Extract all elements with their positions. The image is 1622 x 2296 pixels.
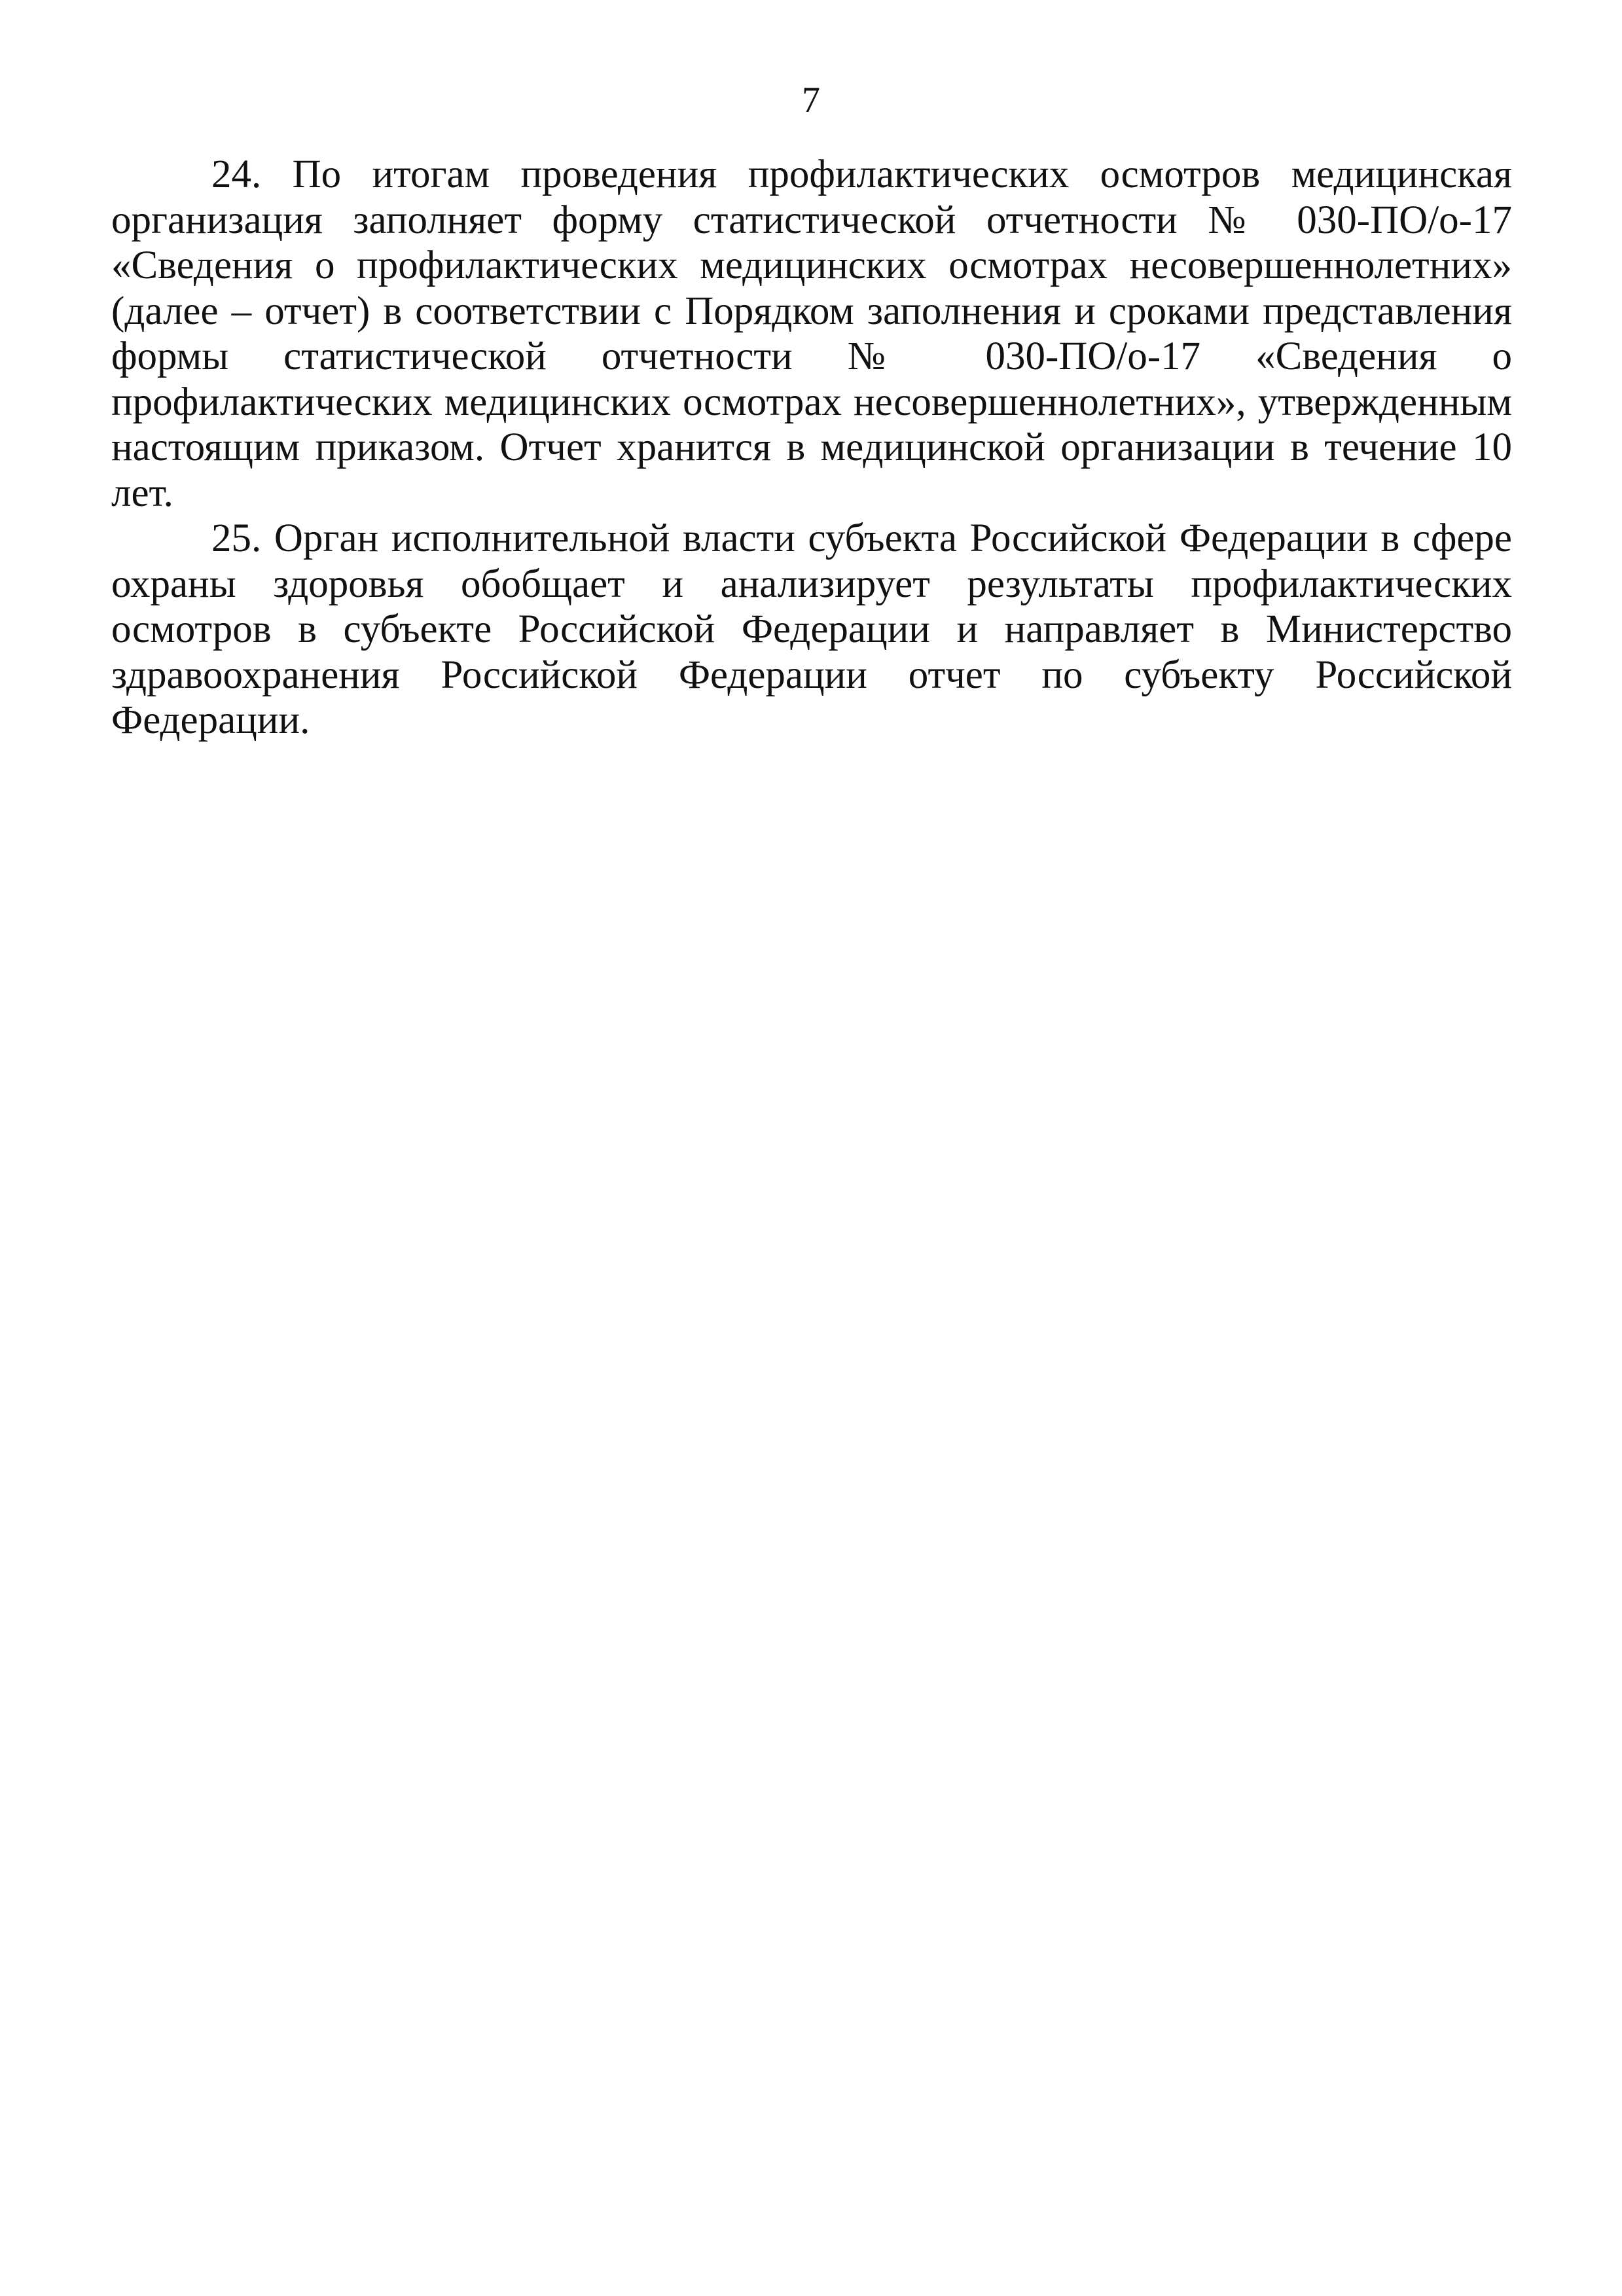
page-number: 7 bbox=[802, 80, 820, 120]
paragraph-25: 25. Орган исполнительной власти субъекта Российской Федерации в сфере охраны здоровья обобщает и анализирует результаты профилактических осмотров в субъекте Российской Федерации и направляет в Министерство здравоохранения Российской Федерации отчет по субъекту Российской Федерации. bbox=[111, 516, 1512, 742]
paragraph-24: 24. По итогам проведения профилактических осмотров медицинская организация заполняет форму статистической отчетности № 030-ПО/о-17 «Сведения о профилактических медицинских осмотрах несовершеннолетних» (далее – отчет) в соответствии с Порядком заполнения и сроками представления формы статистической отчетности № 030-ПО/о-17 «Сведения о профилактических медицинских осмотрах несовершеннолетних», утвержденным настоящим приказом. Отчет хранится в медицинской организации в течение 10 лет. bbox=[111, 152, 1512, 515]
document-body bbox=[111, 152, 1512, 744]
